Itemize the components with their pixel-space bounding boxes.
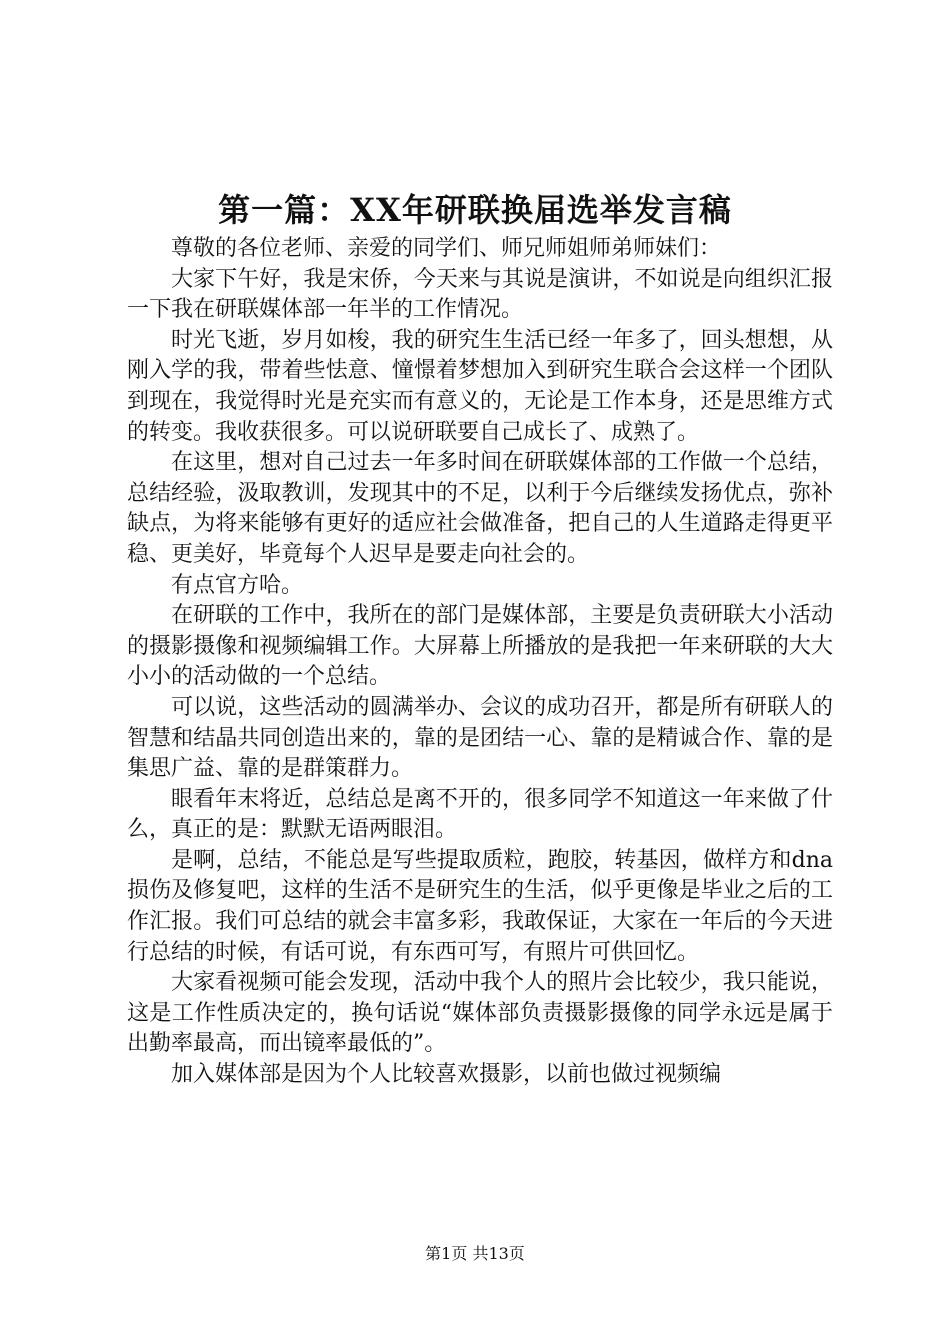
paragraph: 在研联的工作中，我所在的部门是媒体部，主要是负责研联大小活动的摄影摄像和视频编辑工作。大屏幕上所播放的是我把一年来研联的大大小小的活动做的一个总结。 [127, 603, 833, 690]
paragraph: 大家下午好，我是宋侨，今天来与其说是演讲，不如说是向组织汇报一下我在研联媒体部一年半的工作情况。 [127, 266, 833, 323]
paragraph: 加入媒体部是因为个人比较喜欢摄影，以前也做过视频编 [171, 1062, 722, 1088]
paragraph: 在这里，想对自己过去一年多时间在研联媒体部的工作做一个总结，总结经验，汲取教训，发现其中的不足，以利于今后继续发扬优点，弥补缺点，为将来能够有更好的适应社会做准备，把自己的人生道路走得更平稳、更美好，毕竟每个人迟早是要走向社会的。 [127, 450, 833, 567]
paragraph: 眼看年末将近，总结总是离不开的，很多同学不知道这一年来做了什么，真正的是：默默无语两眼泪。 [127, 786, 833, 843]
paragraph: 大家看视频可能会发现，活动中我个人的照片会比较少，我只能说，这是工作性质决定的，换句话说“媒体部负责摄影摄像的同学永远是属于出勤率最高，而出镜率最低的”。 [127, 970, 833, 1057]
paragraph: 可以说，这些活动的圆满举办、会议的成功召开，都是所有研联人的智慧和结晶共同创造出来的，靠的是团结一心、靠的是精诚合作、靠的是集思广益、靠的是群策群力。 [127, 694, 833, 782]
document-title: 第一篇：XX年研联换届选举发言稿 [218, 191, 732, 229]
paragraph: 时光飞逝，岁月如梭，我的研究生生活已经一年多了，回头想想，从刚入学的我，带着些怯意、憧憬着梦想加入到研究生联合会这样一个团队到现在，我觉得时光是充实而有意义的，无论是工作本身，还是思维方式的转变。我收获很多。可以说研联要自己成长了、成熟了。 [127, 327, 833, 445]
paragraph: 是啊，总结，不能总是写些提取质粒，跑胶，转基因，做样方和dna损伤及修复吧，这样的生活不是研究生的生活，似乎更像是毕业之后的工作汇报。我们可总结的就会丰富多彩，我敢保证，大家在一年后的今天进行总结的时候，有话可说，有东西可写，有照片可供回忆。 [127, 847, 833, 965]
document-body [127, 234, 833, 1091]
paragraph-salutation: 尊敬的各位老师、亲爱的同学们、师兄师姐师弟师妹们： [171, 236, 722, 261]
paragraph: 有点官方哈。 [171, 572, 304, 598]
page-number-footer: 第1页 共13页 [425, 1244, 525, 1263]
